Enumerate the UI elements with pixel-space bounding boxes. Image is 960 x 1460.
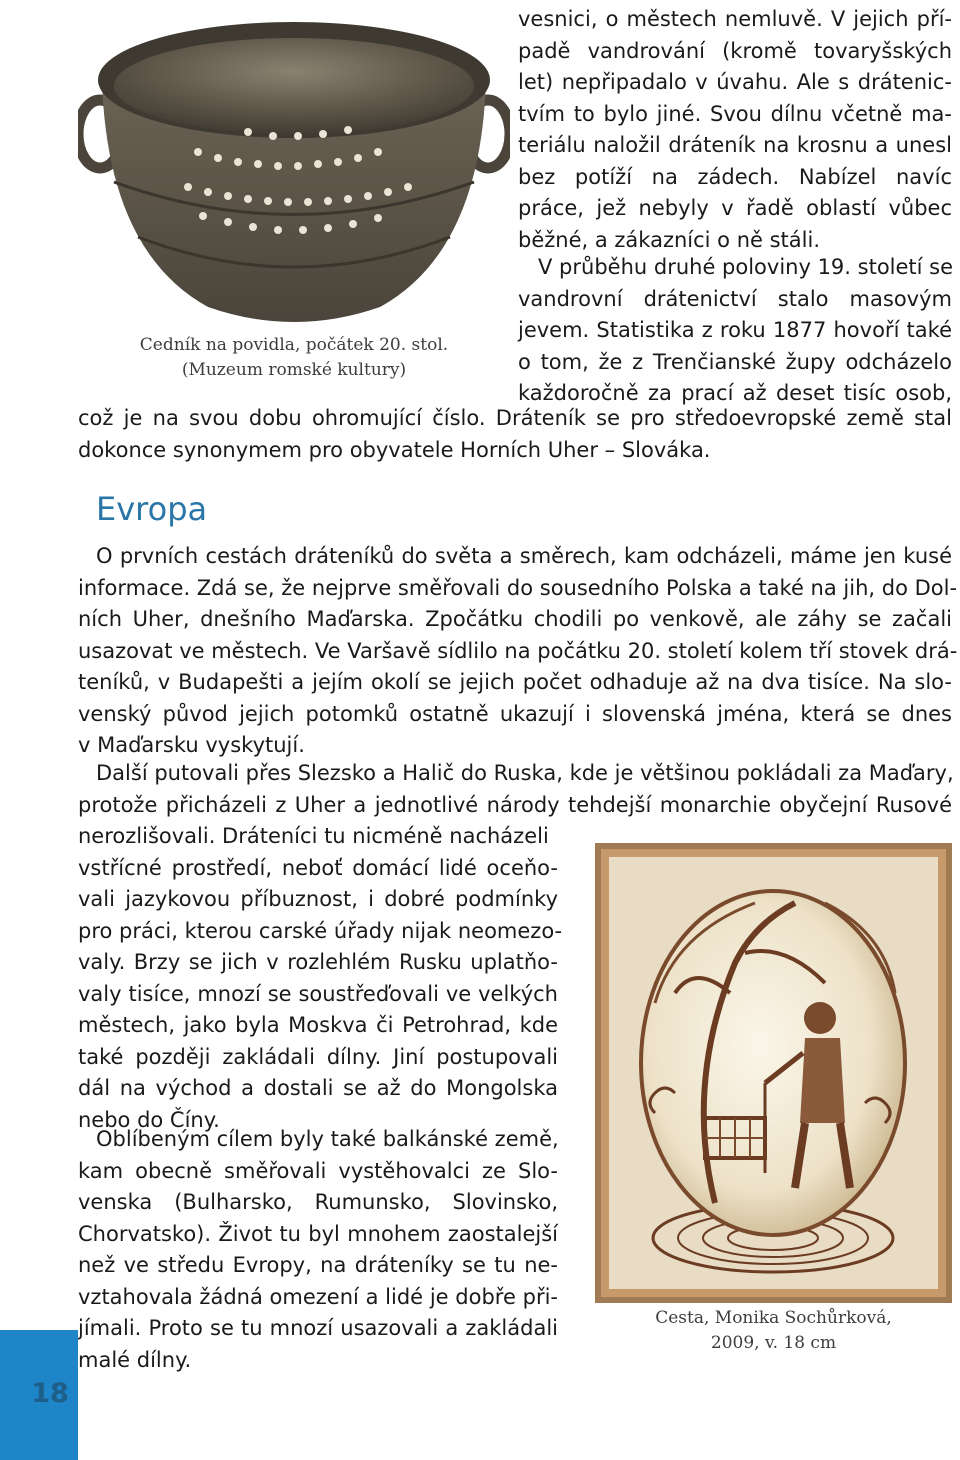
text-line: tvím to bylo jiné. Svou dílnu včetně ma-: [518, 101, 952, 126]
text-line: dál na východ a dostali se až do Mongolska: [78, 1076, 558, 1100]
text-line: venska (Bulharsko, Rumunsko, Slovinsko,: [78, 1190, 558, 1214]
colander-caption-line: Cedník na povidla, počátek 20. stol.: [139, 335, 449, 355]
text-line: teníků, v Budapešti a jejím okolí se jejich počet odhaduje až na dva tisíce. Na slo-: [78, 670, 952, 694]
text-line: O prvních cestách dráteníků do světa a směrech, kam odcházeli, máme jen kusé: [96, 544, 952, 568]
text-line: informace. Zdá se, že nejprve směřovali do sousedního Polska a také na jih, do Dol-: [78, 575, 958, 600]
text-line: běžné, a zákazníci o ně stáli.: [518, 227, 820, 252]
text-line: venský původ jejich potomků ostatně ukazují i slovenská jména, která se dnes: [78, 701, 952, 726]
colander-caption: [78, 333, 510, 383]
text-line: o tom, že z Trenčianské župy odcházelo: [518, 349, 952, 374]
wire-egg-caption-line: Cesta, Monika Sochůrková,: [655, 1308, 892, 1328]
text-line: valy. Brzy se jich v rozlehlém Rusku uplatňo-: [78, 950, 558, 974]
page-number: 18: [31, 1378, 69, 1409]
text-line: dokonce synonymem pro obyvatele Horních Uher – Slováka.: [78, 437, 711, 462]
text-line: padě vandrování (kromě tovaryšských: [518, 38, 952, 63]
text-line: vesnici, o městech nemluvě. V jejich pří-: [518, 7, 952, 31]
colander-caption-line: (Muzeum romské kultury): [181, 360, 407, 380]
text-line: nebo do Číny.: [78, 1107, 220, 1132]
text-line: valy tisíce, mnozí se soustřeďovali ve velkých: [78, 981, 558, 1006]
text-line: nerozlišovali. Dráteníci tu nicméně nacházeli: [78, 824, 549, 848]
text-line: jevem. Statistika z roku 1877 hovoří také: [518, 318, 952, 342]
paragraph-europe-2-full: [78, 758, 952, 821]
wire-egg-caption-line: 2009, v. 18 cm: [710, 1333, 837, 1353]
text-line: v Maďarsku vyskytují.: [78, 733, 305, 757]
text-line: pro práci, kterou carské úřady nijak neomezo-: [78, 918, 563, 943]
text-line: vstřícné prostředí, neboť domácí lidé oceňo-: [78, 855, 558, 880]
text-line: vztahovala žádná omezení a lidé je dobře při-: [78, 1284, 558, 1309]
text-line: práce, jež nebyly v řadě oblastí vůbec: [518, 196, 952, 220]
text-line: vali jazykovou příbuznost, i dobré podmínky: [78, 887, 558, 911]
text-line: než ve středu Evropy, na dráteníky se tu ne-: [78, 1253, 558, 1277]
paragraph-europe-2-narrow: [78, 821, 563, 1136]
text-line: což je na svou dobu ohromující číslo. Dráteník se pro středoevropské země stal: [78, 406, 952, 430]
text-line: Oblíbeným cílem byly také balkánské země,: [96, 1127, 559, 1151]
paragraph-europe-3: [78, 1124, 558, 1376]
colander-photo: [78, 12, 510, 330]
text-line: ních Uher, dnešního Maďarska. Zpočátku chodili po venkově, ale záhy se začali: [78, 607, 952, 631]
text-line: také později zakládali dílny. Jiní postupovali: [78, 1044, 558, 1069]
wire-egg-caption: [595, 1306, 952, 1356]
text-line: Další putovali přes Slezsko a Halič do Ruska, kde je většinou pokládali za Maďary,: [96, 761, 954, 785]
text-line: Chorvatsko). Život tu byl mnohem zaostalejší: [78, 1221, 558, 1246]
text-line: jímali. Proto se tu mnozí usazovali a zakládali: [78, 1316, 558, 1340]
text-line: protože přicházeli z Uher a jednotlivé národy tehdejší monarchie obyčejní Rusové: [78, 792, 952, 817]
text-line: vandrovní drátenictví stalo masovým: [518, 286, 952, 311]
text-line: teriálu naložil dráteník na krosnu a unesl: [518, 133, 952, 157]
paragraph-top-right: [518, 4, 952, 256]
text-line: malé dílny.: [78, 1347, 192, 1372]
text-line: kam obecně směřovali vystěhovalci ze Slo-: [78, 1158, 558, 1183]
text-line: městech, jako byla Moskva či Petrohrad, kde: [78, 1013, 558, 1037]
text-line: bez potíží na zádech. Nabízel navíc: [518, 164, 952, 189]
paragraph-europe-1: [78, 541, 958, 762]
wire-egg-photo: [595, 843, 952, 1303]
text-line: usazovat ve městech. Ve Varšavě sídlilo na počátku 20. století kolem tří stovek drá-: [78, 638, 958, 663]
text-line: let) nepřipadalo v úvahu. Ale s drátenic-: [518, 70, 952, 94]
section-heading: Evropa: [96, 490, 208, 528]
paragraph-second-column: [518, 252, 952, 410]
text-line: každoročně za prací až deset tisíc osob,: [518, 381, 952, 405]
text-line: V průběhu druhé poloviny 19. století se: [538, 255, 954, 279]
paragraph-second-full: [78, 403, 952, 466]
